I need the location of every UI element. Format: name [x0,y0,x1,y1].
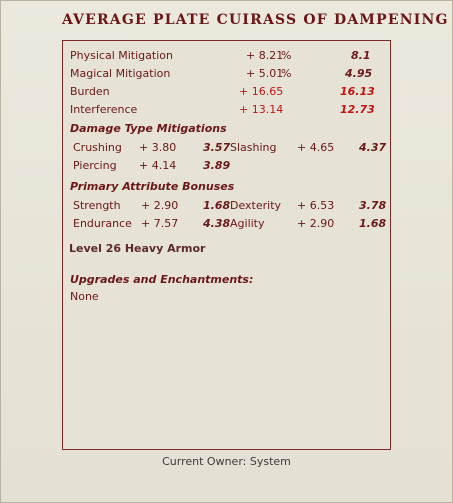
stat-base-magical: 4.95 [345,67,373,80]
attribute-bonuses-header: Primary Attribute Bonuses [70,180,235,193]
item-level: Level 26 Heavy Armor [69,242,206,255]
item-stats-panel [62,40,391,450]
damage-base-piercing: 3.89 [203,159,231,172]
attr-label-dexterity: Dexterity [230,199,282,212]
stat-value-burden: + 16.65 [239,85,284,98]
attr-value-strength: + 2.90 [141,199,179,212]
damage-base-crushing: 3.57 [203,141,231,154]
damage-value-crushing: + 3.80 [139,141,177,154]
attr-label-agility: Agility [230,217,265,230]
attr-label-strength: Strength [73,199,121,212]
stat-label-magical: Magical Mitigation [70,67,171,80]
damage-mitigations-header: Damage Type Mitigations [70,122,227,135]
damage-value-slashing: + 4.65 [297,141,335,154]
stat-unit-physical: % [281,49,292,62]
upgrades-value: None [70,290,99,303]
attr-value-dexterity: + 6.53 [297,199,335,212]
stat-label-interference: Interference [70,103,138,116]
stat-base-burden: 16.13 [340,85,375,98]
attr-base-dexterity: 3.78 [359,199,387,212]
attr-value-endurance: + 7.57 [141,217,179,230]
attr-value-agility: + 2.90 [297,217,335,230]
attr-base-agility: 1.68 [359,217,387,230]
damage-base-slashing: 4.37 [359,141,387,154]
damage-label-slashing: Slashing [230,141,277,154]
stat-label-physical: Physical Mitigation [70,49,173,62]
stat-unit-magical: % [281,67,292,80]
damage-value-piercing: + 4.14 [139,159,177,172]
stat-base-interference: 12.73 [340,103,375,116]
attr-base-endurance: 4.38 [203,217,231,230]
stat-label-burden: Burden [70,85,110,98]
stat-base-physical: 8.1 [351,49,371,62]
attr-base-strength: 1.68 [203,199,231,212]
stat-value-interference: + 13.14 [239,103,284,116]
upgrades-header: Upgrades and Enchantments: [70,273,254,286]
stat-value-magical: + 5.01 [246,67,284,80]
item-title: AVERAGE PLATE CUIRASS OF DAMPENING [62,12,449,28]
damage-label-crushing: Crushing [73,141,122,154]
stat-value-physical: + 8.21 [246,49,284,62]
attr-label-endurance: Endurance [73,217,132,230]
damage-label-piercing: Piercing [73,159,117,172]
current-owner: Current Owner: System [162,455,291,468]
